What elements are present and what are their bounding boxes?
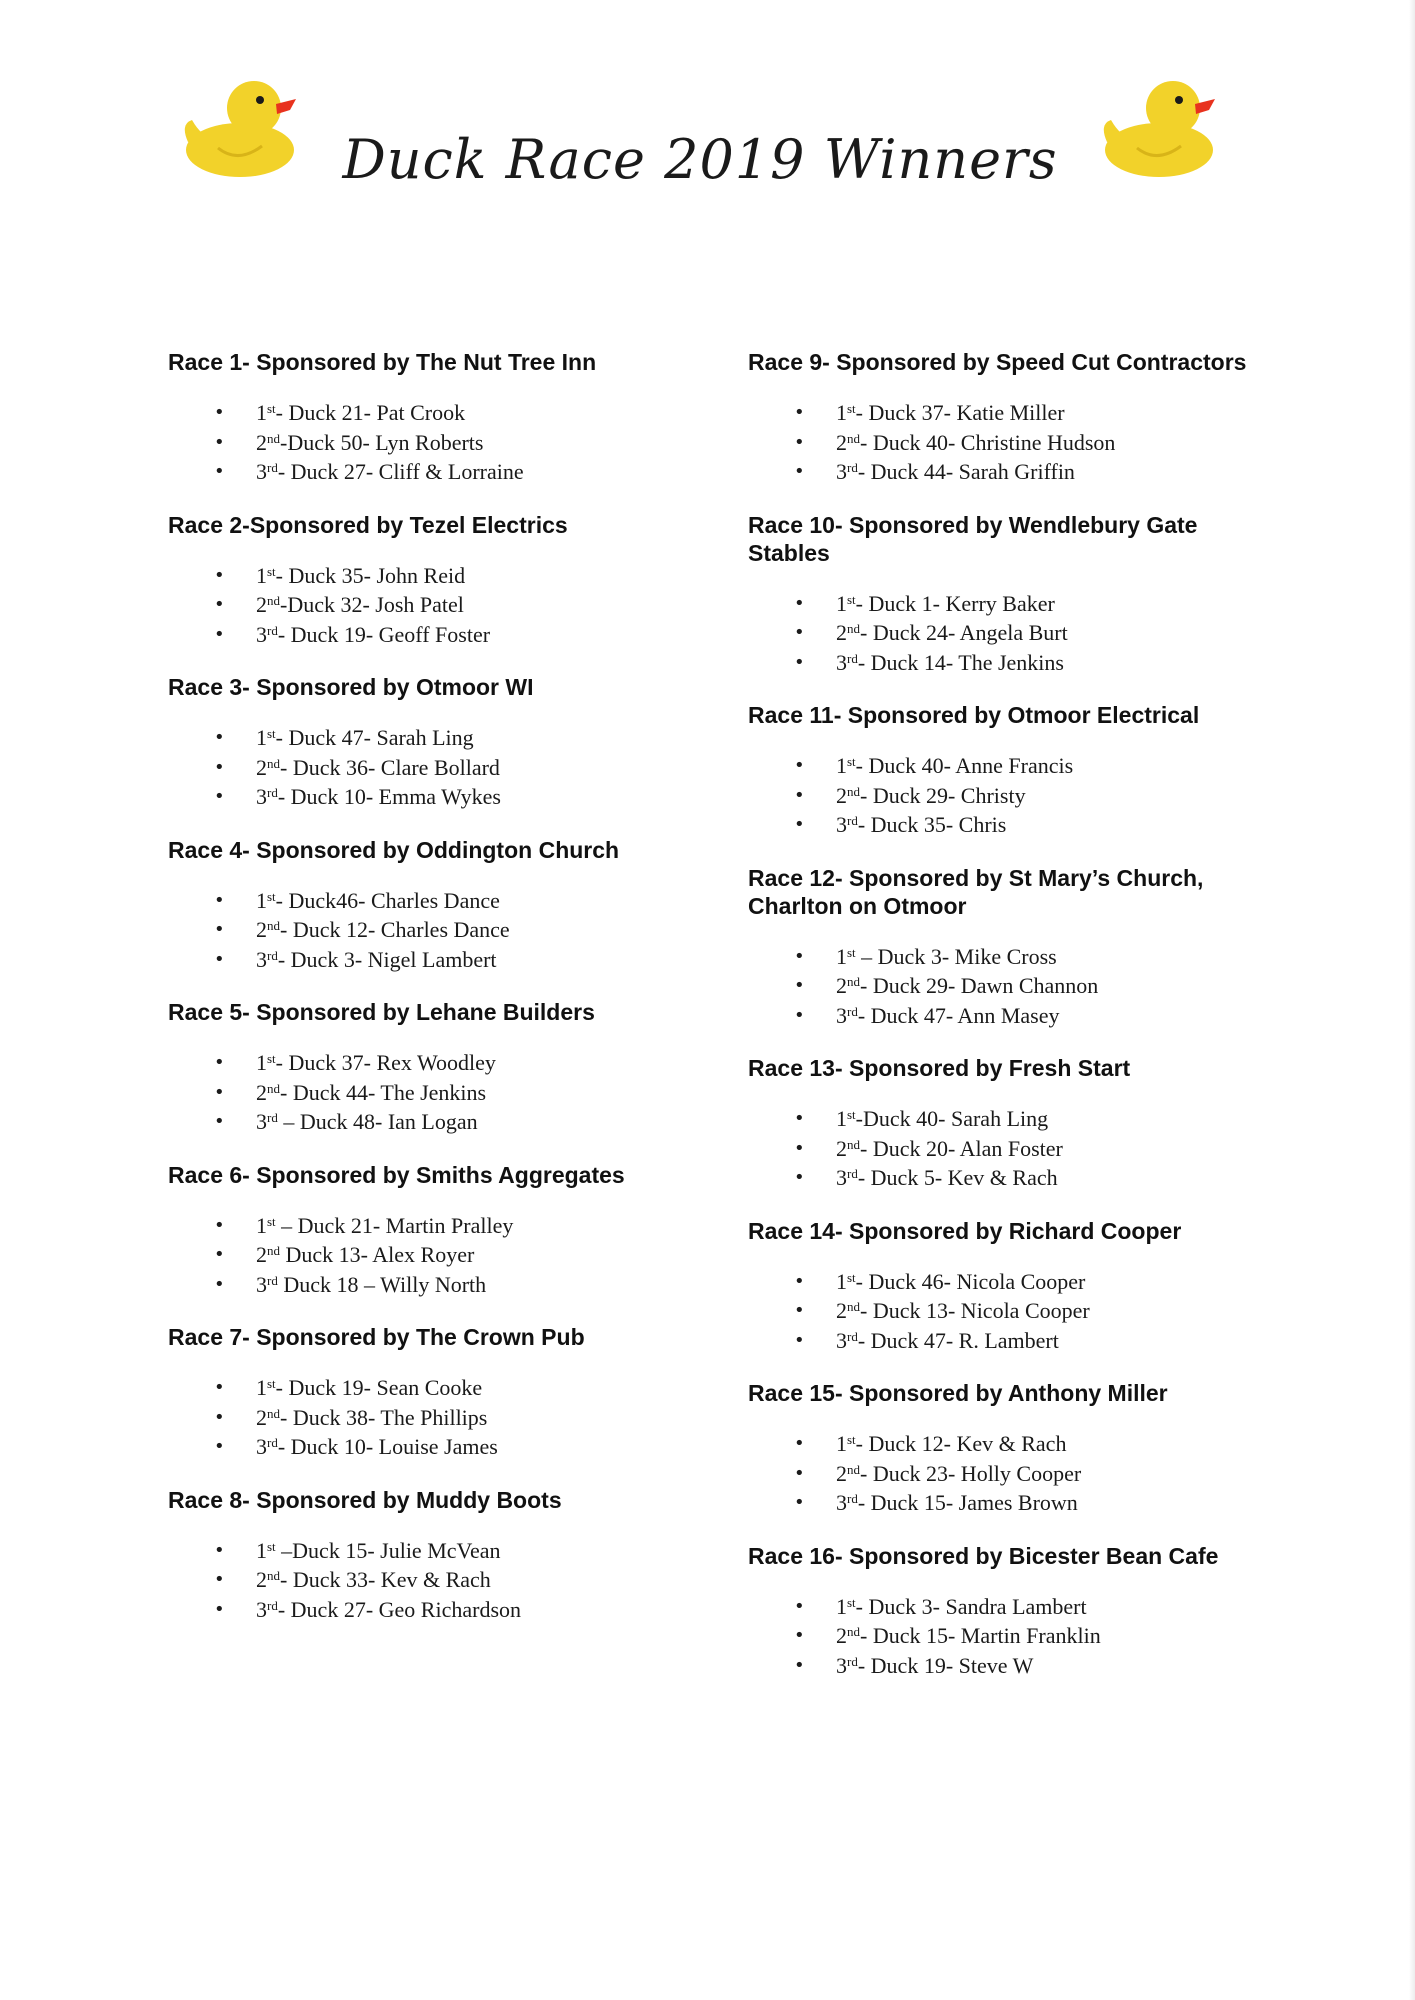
race-heading: Race 2-Sponsored by Tezel Electrics <box>168 511 568 538</box>
place-suffix: st <box>847 944 856 960</box>
race-heading: Race 13- Sponsored by Fresh Start <box>748 1055 1131 1081</box>
place-number: 1 <box>256 562 267 588</box>
race-heading: Race 6- Sponsored by Smiths Aggregates <box>168 1161 625 1188</box>
place-suffix: rd <box>267 1272 278 1288</box>
list-item <box>748 1326 1268 1356</box>
place-number: 3 <box>836 812 847 837</box>
race-section <box>168 673 708 812</box>
list-item <box>748 1651 1268 1681</box>
place-suffix: nd <box>847 974 860 989</box>
list-item <box>168 886 708 916</box>
list-item <box>748 971 1268 1001</box>
winner-text: - Duck 24- Angela Burt <box>860 620 1068 645</box>
race-section <box>168 348 708 487</box>
place-suffix: st <box>847 591 856 607</box>
place-number: 2 <box>256 1079 267 1105</box>
list-item <box>748 751 1268 781</box>
race-heading: Race 12- Sponsored by St Mary’s Church, Charlton on Otmoor <box>748 864 1204 919</box>
place-number: 1 <box>836 1268 847 1294</box>
winner-text: - Duck 3- Sandra Lambert <box>855 1593 1087 1619</box>
place-number: 1 <box>836 753 847 778</box>
race-section <box>748 701 1268 840</box>
place-suffix: st <box>847 1594 856 1610</box>
place-suffix: nd <box>847 1461 860 1477</box>
list-item <box>748 648 1268 678</box>
winners-list <box>748 398 1268 487</box>
place-number: 2 <box>836 1135 847 1161</box>
place-number: 1 <box>836 590 847 616</box>
place-suffix: nd <box>267 593 280 608</box>
list-item <box>748 1429 1268 1459</box>
winner-text: - Duck 38- The Phillips <box>280 1404 488 1430</box>
winners-list <box>748 1267 1268 1356</box>
place-number: 2 <box>256 754 267 780</box>
race-section <box>748 511 1268 678</box>
place-number: 3 <box>256 1109 267 1134</box>
race-section <box>748 864 1268 1031</box>
winner-text: - Duck 47- R. Lambert <box>857 1327 1059 1353</box>
winner-text: - Duck 12- Charles Dance <box>280 917 510 942</box>
list-item <box>748 1134 1268 1164</box>
race-heading: Race 5- Sponsored by Lehane Builders <box>168 999 595 1025</box>
place-number: 2 <box>256 1404 267 1430</box>
place-number: 3 <box>836 1652 847 1678</box>
place-number: 2 <box>836 620 847 645</box>
winner-text: - Duck 1- Kerry Baker <box>855 590 1055 616</box>
winner-text: Duck 18 – Willy North <box>277 1271 487 1297</box>
winner-text: - Duck 27- Cliff & Lorraine <box>277 459 524 484</box>
place-suffix: rd <box>847 1166 858 1181</box>
list-item <box>748 1267 1268 1297</box>
race-heading: Race 9- Sponsored by Speed Cut Contractors <box>748 349 1247 375</box>
place-suffix: nd <box>267 755 280 771</box>
place-suffix: st <box>847 754 856 769</box>
place-number: 3 <box>836 1002 847 1028</box>
winner-text: - Duck 47- Sarah Ling <box>275 725 474 750</box>
place-suffix: nd <box>847 783 860 799</box>
place-suffix: st <box>267 888 276 904</box>
page-edge <box>1409 0 1415 2000</box>
left-column <box>168 348 708 1648</box>
place-number: 2 <box>836 1460 847 1486</box>
place-number: 2 <box>836 429 847 455</box>
winner-text: - Duck 40- Anne Francis <box>855 753 1074 778</box>
place-suffix: nd <box>847 430 860 446</box>
place-suffix: st <box>267 1051 276 1066</box>
list-item <box>748 1001 1268 1031</box>
race-section <box>748 1542 1268 1681</box>
winners-list <box>748 751 1268 840</box>
list-item <box>168 561 708 591</box>
place-number: 3 <box>256 1596 267 1622</box>
list-item <box>168 945 708 975</box>
place-suffix: st <box>267 401 276 416</box>
place-suffix: rd <box>847 1653 858 1669</box>
race-heading: Race 16- Sponsored by Bicester Bean Cafe <box>748 1542 1219 1569</box>
list-item <box>168 457 708 487</box>
winner-text: -Duck 32- Josh Patel <box>280 592 464 617</box>
race-heading: Race 11- Sponsored by Otmoor Electrical <box>748 702 1200 728</box>
list-item <box>168 1373 708 1403</box>
winner-text: - Duck 15- James Brown <box>857 1490 1078 1515</box>
list-item <box>168 1270 708 1300</box>
winners-list <box>168 561 708 650</box>
winner-text: –Duck 15- Julie McVean <box>275 1537 501 1563</box>
place-suffix: st <box>847 1107 856 1122</box>
race-heading: Race 1- Sponsored by The Nut Tree Inn <box>168 349 597 375</box>
list-item <box>168 782 708 812</box>
list-item <box>748 1488 1268 1518</box>
place-number: 1 <box>836 400 847 425</box>
race-section <box>168 1323 708 1462</box>
list-item <box>748 398 1268 428</box>
list-item <box>168 1211 708 1241</box>
place-suffix: st <box>847 1269 856 1285</box>
place-number: 3 <box>836 1490 847 1515</box>
race-section <box>748 1054 1268 1193</box>
list-item <box>748 457 1268 487</box>
place-number: 1 <box>256 400 267 425</box>
place-suffix: nd <box>847 1136 860 1152</box>
place-suffix: st <box>267 726 276 741</box>
winner-text: - Duck 40- Christine Hudson <box>860 429 1116 455</box>
winner-text: - Duck 19- Sean Cooke <box>275 1375 483 1400</box>
race-section <box>168 511 708 650</box>
right-column <box>748 348 1268 1704</box>
place-suffix: rd <box>267 622 278 638</box>
race-heading: Race 14- Sponsored by Richard Cooper <box>748 1217 1182 1244</box>
winner-text: -Duck 40- Sarah Ling <box>855 1106 1049 1131</box>
winner-text: - Duck 15- Martin Franklin <box>860 1623 1101 1648</box>
list-item <box>168 398 708 428</box>
race-heading: Race 7- Sponsored by The Crown Pub <box>168 1324 585 1350</box>
list-item <box>168 915 708 945</box>
winner-text: - Duck 10- Louise James <box>277 1434 498 1459</box>
place-suffix: rd <box>267 460 278 475</box>
list-item <box>168 428 708 458</box>
list-item <box>748 618 1268 648</box>
winners-list <box>168 398 708 487</box>
place-suffix: nd <box>267 1243 280 1258</box>
place-suffix: nd <box>267 1568 280 1583</box>
race-section <box>748 1379 1268 1518</box>
winner-text: - Duck 33- Kev & Rach <box>280 1567 491 1592</box>
race-section <box>748 1217 1268 1356</box>
list-item <box>748 1163 1268 1193</box>
place-suffix: rd <box>267 1435 278 1450</box>
place-number: 3 <box>256 459 267 484</box>
list-item <box>168 1432 708 1462</box>
winner-text: - Duck 47- Ann Masey <box>857 1002 1060 1028</box>
race-section <box>168 1486 708 1625</box>
place-number: 3 <box>256 784 267 809</box>
place-suffix: rd <box>847 813 858 828</box>
list-item <box>168 1078 708 1108</box>
place-number: 3 <box>836 1165 847 1190</box>
race-heading: Race 15- Sponsored by Anthony Miller <box>748 1380 1168 1406</box>
place-suffix: nd <box>847 621 860 636</box>
place-suffix: st <box>267 1213 276 1229</box>
winners-list <box>168 1536 708 1625</box>
winner-text: - Duck 27- Geo Richardson <box>277 1596 522 1622</box>
place-suffix: nd <box>267 430 280 446</box>
place-suffix: st <box>847 401 856 416</box>
race-section <box>168 836 708 975</box>
list-item <box>748 1104 1268 1134</box>
list-item <box>748 1296 1268 1326</box>
winner-text: - Duck 5- Kev & Rach <box>857 1165 1058 1190</box>
winners-list <box>168 1211 708 1300</box>
winners-list <box>748 1104 1268 1193</box>
race-heading: Race 8- Sponsored by Muddy Boots <box>168 1486 562 1513</box>
winner-text: - Duck 44- The Jenkins <box>280 1079 487 1105</box>
place-number: 1 <box>256 1050 267 1075</box>
place-number: 3 <box>256 1434 267 1459</box>
place-number: 1 <box>836 943 847 969</box>
place-suffix: rd <box>267 947 278 963</box>
list-item <box>748 589 1268 619</box>
winner-text: - Duck 37- Katie Miller <box>855 400 1065 425</box>
winners-list <box>168 723 708 812</box>
place-number: 3 <box>836 1327 847 1353</box>
place-number: 2 <box>836 1298 847 1323</box>
winner-text: - Duck 10- Emma Wykes <box>277 784 501 809</box>
list-item <box>748 942 1268 972</box>
rubber-duck-icon <box>1097 72 1221 182</box>
winner-text: – Duck 48- Ian Logan <box>277 1109 478 1134</box>
place-number: 2 <box>256 1242 267 1267</box>
list-item <box>748 1592 1268 1622</box>
place-number: 1 <box>256 1537 267 1563</box>
winners-list <box>168 886 708 975</box>
place-suffix: rd <box>847 650 858 666</box>
winner-text: - Duck 29- Dawn Channon <box>860 973 1099 998</box>
place-suffix: st <box>267 563 276 579</box>
race-section <box>168 998 708 1137</box>
winner-text: - Duck 3- Nigel Lambert <box>277 946 497 972</box>
winners-list <box>748 589 1268 678</box>
list-item <box>168 590 708 620</box>
place-number: 3 <box>256 621 267 647</box>
rubber-duck-icon <box>178 72 302 182</box>
list-item <box>748 781 1268 811</box>
winner-text: - Duck 14- The Jenkins <box>857 649 1064 675</box>
list-item <box>748 428 1268 458</box>
winner-text: - Duck 35- Chris <box>857 812 1007 837</box>
place-suffix: nd <box>847 1299 860 1314</box>
winner-text: – Duck 21- Martin Pralley <box>275 1212 514 1238</box>
winner-text: - Duck 19- Steve W <box>857 1652 1034 1678</box>
winner-text: – Duck 3- Mike Cross <box>855 943 1057 969</box>
winners-list <box>748 1429 1268 1518</box>
list-item <box>168 1240 708 1270</box>
winner-text: -Duck 50- Lyn Roberts <box>280 429 484 455</box>
winner-text: - Duck 21- Pat Crook <box>275 400 466 425</box>
place-number: 2 <box>256 429 267 455</box>
place-number: 1 <box>836 1431 847 1456</box>
place-number: 1 <box>256 725 267 750</box>
list-item <box>168 1565 708 1595</box>
list-item <box>168 723 708 753</box>
list-item <box>168 1595 708 1625</box>
winner-text: - Duck 13- Nicola Cooper <box>860 1298 1090 1323</box>
place-number: 2 <box>836 973 847 998</box>
winners-list <box>168 1048 708 1137</box>
place-number: 2 <box>256 1567 267 1592</box>
list-item <box>168 1536 708 1566</box>
list-item <box>748 1621 1268 1651</box>
winner-text: - Duck 46- Nicola Cooper <box>855 1268 1086 1294</box>
place-number: 2 <box>256 917 267 942</box>
place-suffix: rd <box>267 1597 278 1613</box>
list-item <box>748 1459 1268 1489</box>
place-suffix: st <box>267 1538 276 1554</box>
place-suffix: nd <box>847 1624 860 1639</box>
place-number: 3 <box>256 946 267 972</box>
winner-text: - Duck 35- John Reid <box>275 562 466 588</box>
winner-text: - Duck 44- Sarah Griffin <box>857 459 1075 484</box>
place-suffix: nd <box>267 1080 280 1096</box>
place-number: 3 <box>836 459 847 484</box>
page-title: Duck Race 2019 Winners <box>342 128 1058 191</box>
place-number: 3 <box>836 649 847 675</box>
place-suffix: rd <box>267 1110 278 1125</box>
winner-text: - Duck 37- Rex Woodley <box>275 1050 496 1075</box>
winners-list <box>748 942 1268 1031</box>
place-suffix: rd <box>847 1328 858 1344</box>
list-item <box>168 1048 708 1078</box>
race-heading: Race 10- Sponsored by Wendlebury Gate Stables <box>748 511 1198 566</box>
winner-text: - Duck46- Charles Dance <box>275 887 500 913</box>
place-suffix: rd <box>847 1003 858 1019</box>
race-heading: Race 4- Sponsored by Oddington Church <box>168 836 620 863</box>
winner-text: - Duck 20- Alan Foster <box>860 1135 1063 1161</box>
place-suffix: st <box>847 1432 856 1447</box>
place-suffix: rd <box>267 785 278 800</box>
list-item <box>168 753 708 783</box>
race-heading: Race 3- Sponsored by Otmoor WI <box>168 674 534 700</box>
place-number: 1 <box>836 1593 847 1619</box>
list-item <box>168 1107 708 1137</box>
winner-text: Duck 13- Alex Royer <box>280 1242 475 1267</box>
place-number: 1 <box>256 1375 267 1400</box>
winners-list <box>168 1373 708 1462</box>
list-item <box>168 620 708 650</box>
place-number: 3 <box>256 1271 267 1297</box>
place-number: 1 <box>836 1106 847 1131</box>
place-number: 1 <box>256 1212 267 1238</box>
winner-text: - Duck 36- Clare Bollard <box>280 754 500 780</box>
winner-text: - Duck 19- Geoff Foster <box>277 621 491 647</box>
winners-list <box>748 1592 1268 1681</box>
place-number: 2 <box>836 1623 847 1648</box>
winner-text: - Duck 29- Christy <box>860 782 1026 808</box>
place-number: 1 <box>256 887 267 913</box>
place-suffix: rd <box>847 460 858 475</box>
place-suffix: st <box>267 1376 276 1391</box>
race-section <box>748 348 1268 487</box>
winner-text: - Duck 12- Kev & Rach <box>855 1431 1067 1456</box>
place-number: 2 <box>256 592 267 617</box>
winner-text: - Duck 23- Holly Cooper <box>860 1460 1082 1486</box>
place-number: 2 <box>836 782 847 808</box>
list-item <box>748 810 1268 840</box>
place-suffix: nd <box>267 918 280 933</box>
place-suffix: rd <box>847 1491 858 1506</box>
list-item <box>168 1403 708 1433</box>
place-suffix: nd <box>267 1405 280 1421</box>
race-section <box>168 1161 708 1300</box>
